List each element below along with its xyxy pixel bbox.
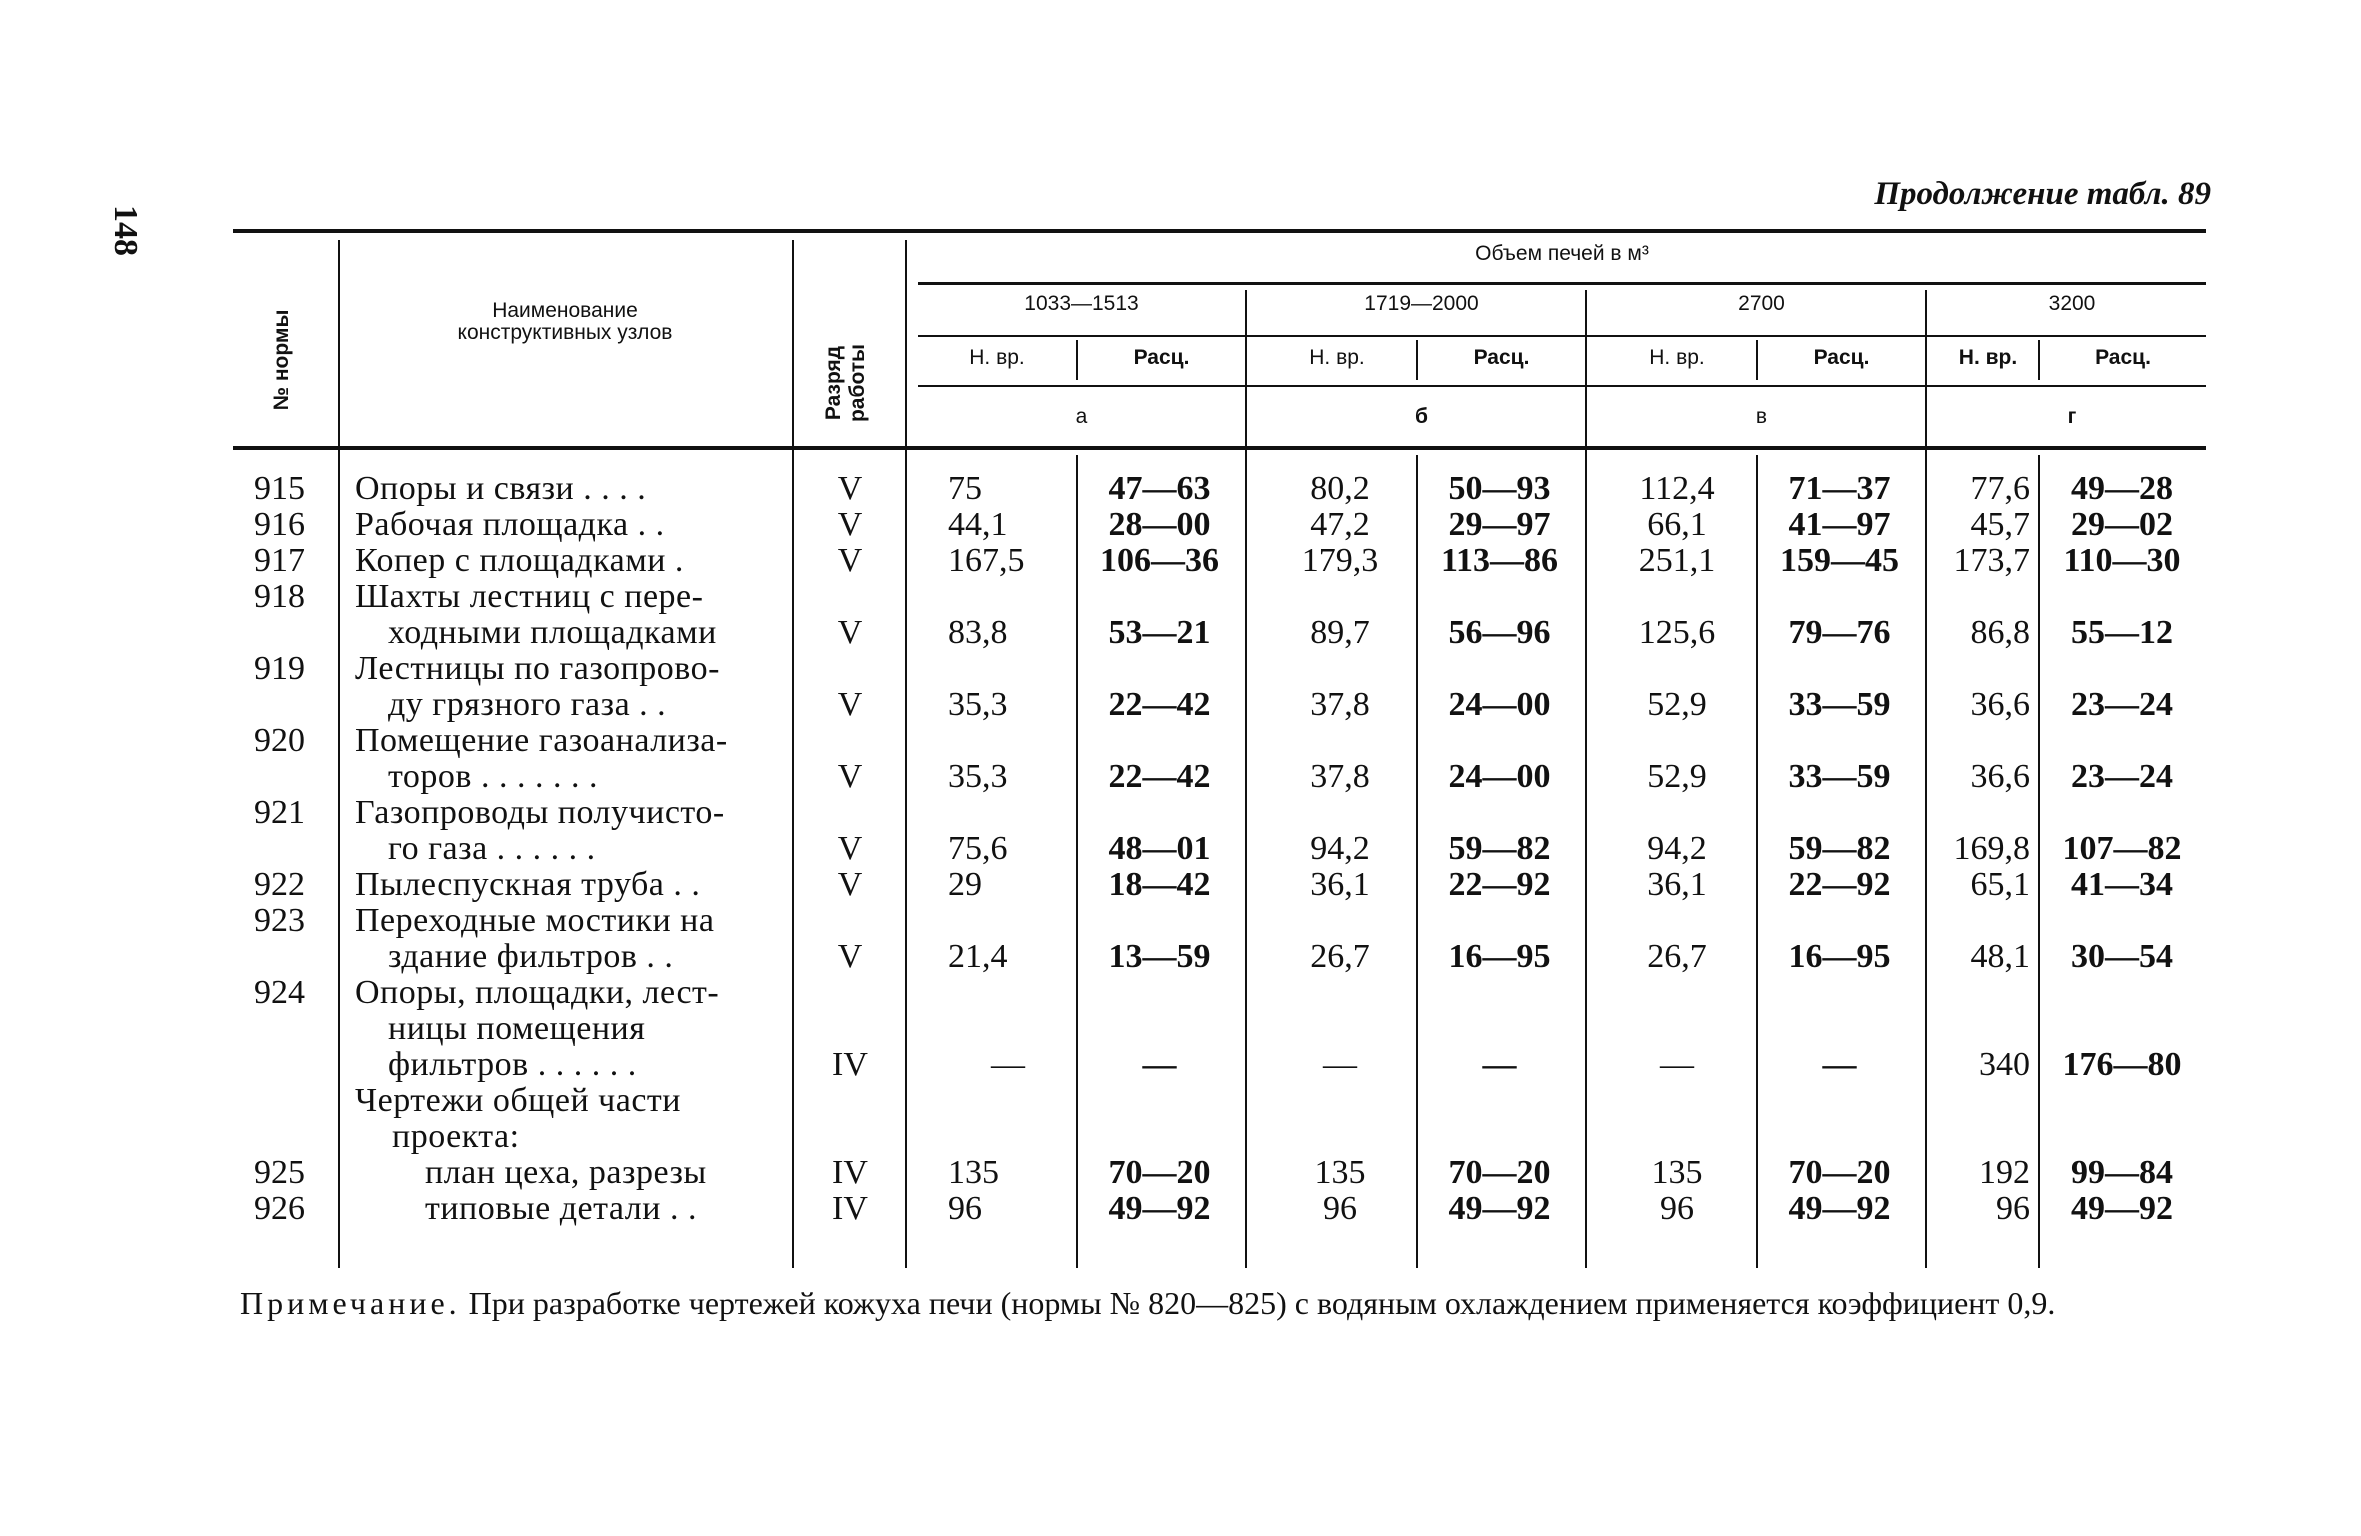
range-c: 2700 (1738, 292, 1785, 315)
time-norm-value: 48,1 (1970, 938, 2030, 975)
col-divider-b (1585, 290, 1587, 1268)
volume-header: Объем печей в м³ (1475, 242, 1649, 265)
work-grade: V (837, 614, 863, 651)
time-norm-value: 96 (948, 1190, 982, 1227)
range-rule (918, 335, 2206, 337)
work-grade: V (837, 938, 863, 975)
node-name-line: Переходные мостики на (355, 902, 715, 939)
time-norm-value: 135 (948, 1154, 999, 1191)
time-norm-value: 44,1 (948, 506, 1008, 543)
rate-value: 23—24 (2071, 758, 2173, 795)
rate-value: 22—92 (1448, 866, 1551, 903)
subheader-time-c: Н. вр. (1649, 346, 1705, 369)
col-divider-c (1925, 290, 1927, 1268)
norm-number: 925 (254, 1154, 305, 1191)
time-norm-value: 77,6 (1970, 470, 2030, 507)
node-name-line: Копер с площадками . (355, 542, 684, 579)
subcol-divider-a-body (1076, 455, 1078, 1268)
letter-a: а (1075, 405, 1088, 428)
time-norm-value: 169,8 (1953, 830, 2030, 867)
rate-value: 110—30 (2063, 542, 2181, 579)
time-norm-value: 65,1 (1970, 866, 2030, 903)
time-norm-value: 135 (1314, 1154, 1366, 1191)
time-norm-value: 89,7 (1310, 614, 1370, 651)
node-name-line: проекта: (392, 1118, 520, 1155)
node-name-line: план цеха, разрезы (425, 1154, 707, 1191)
node-name-line: Помещение газоанализа- (355, 722, 728, 759)
time-norm-value: 35,3 (948, 758, 1008, 795)
note-text: При разработке чертежей кожуха печи (нормы № 820—825) с водяным охлаждением применяется коэффициент 0,9. (468, 1285, 2056, 1321)
time-norm-value: 36,1 (1647, 866, 1707, 903)
node-name-line: типовые детали . . (425, 1190, 697, 1227)
rate-value: 176—80 (2062, 1046, 2182, 1083)
table-note (240, 1282, 2200, 1324)
norm-number: 921 (254, 794, 305, 831)
rate-value: 16—95 (1788, 938, 1891, 975)
time-norm-value: 192 (1979, 1154, 2030, 1191)
rate-value: 53—21 (1108, 614, 1211, 651)
work-grade: IV (832, 1046, 868, 1083)
time-norm-value: 135 (1651, 1154, 1703, 1191)
rate-value: 49—92 (1448, 1190, 1551, 1227)
rate-value: 33—59 (1788, 686, 1891, 723)
rate-value: 70—20 (1448, 1154, 1551, 1191)
time-norm-value: 125,6 (1638, 614, 1716, 651)
time-norm-value: 173,7 (1953, 542, 2030, 579)
subheader-rate-a: Расц. (1133, 346, 1190, 369)
rate-value: 22—42 (1108, 686, 1211, 723)
norm-number: 926 (254, 1190, 305, 1227)
rate-value: 49—92 (1108, 1190, 1211, 1227)
work-grade: V (837, 830, 863, 867)
range-d: 3200 (2048, 292, 2096, 315)
time-norm-value: 75,6 (948, 830, 1008, 867)
rate-value: 50—93 (1448, 470, 1551, 507)
rate-value: 29—02 (2071, 506, 2173, 543)
rate-value: 49—28 (2071, 470, 2173, 507)
rate-value: 48—01 (1108, 830, 1211, 867)
rate-value: 16—95 (1448, 938, 1551, 975)
rate-value: 22—92 (1788, 866, 1891, 903)
norm-number: 924 (254, 974, 305, 1011)
node-name-line: ходными площадками (388, 614, 717, 651)
time-norm-value: 251,1 (1638, 542, 1716, 579)
time-norm-value: 112,4 (1639, 470, 1715, 507)
time-norm-value: 29 (948, 866, 982, 903)
node-name-line: Пылеспускная труба . . (355, 866, 701, 903)
norm-number: 923 (254, 902, 305, 939)
time-norm-value: 167,5 (948, 542, 1025, 579)
norm-number: 918 (254, 578, 305, 615)
rate-value: 29—97 (1448, 506, 1551, 543)
node-name-line: торов . . . . . . . (388, 758, 598, 795)
node-name-line: Лестницы по газопрово- (355, 650, 720, 687)
time-norm-value: 21,4 (948, 938, 1008, 975)
node-name-line: Газопроводы получисто- (355, 794, 725, 831)
node-name-line: Рабочая площадка . . (355, 506, 665, 543)
time-norm-value: 36,6 (1970, 686, 2030, 723)
subcol-divider-c-body (1756, 455, 1758, 1268)
rate-value: 49—92 (2071, 1190, 2173, 1227)
col-divider-a (1245, 290, 1247, 1268)
time-norm-value: 45,7 (1970, 506, 2030, 543)
rate-value: 59—82 (1448, 830, 1551, 867)
norm-number: 922 (254, 866, 305, 903)
subheader-time-a: Н. вр. (969, 346, 1025, 369)
letter-d: г (2067, 405, 2077, 428)
work-grade: V (837, 470, 863, 507)
rate-value: 55—12 (2071, 614, 2173, 651)
rate-value: 107—82 (2062, 830, 2182, 867)
time-norm-value: 94,2 (1647, 830, 1707, 867)
rate-value: 71—37 (1788, 470, 1891, 507)
node-name-line: Опоры, площадки, лест- (355, 974, 720, 1011)
rate-value: 30—54 (2071, 938, 2173, 975)
time-norm-value: 96 (1996, 1190, 2030, 1227)
norm-number: 920 (254, 722, 305, 759)
rate-value: 99—84 (2071, 1154, 2173, 1191)
rate-value: 41—97 (1788, 506, 1891, 543)
col-divider-name (792, 240, 794, 1268)
time-norm-value: — (991, 1046, 1025, 1083)
norm-number: 917 (254, 542, 305, 579)
time-norm-value: 47,2 (1310, 506, 1370, 543)
table-caption: Продолжение табл. 89 (1874, 176, 2211, 212)
time-norm-value: 37,8 (1310, 758, 1370, 795)
subheader-rule (918, 385, 2206, 387)
time-norm-value: 86,8 (1970, 614, 2030, 651)
time-norm-value: 96 (1660, 1190, 1694, 1227)
range-b: 1719—2000 (1364, 292, 1479, 315)
subheader-time-d: Н. вр. (1958, 346, 2018, 369)
rate-value: 47—63 (1108, 470, 1211, 507)
rate-value: 33—59 (1788, 758, 1891, 795)
col-divider-grade (905, 240, 907, 1268)
node-name-line: го газа . . . . . . (388, 830, 596, 867)
time-norm-value: 36,1 (1310, 866, 1370, 903)
node-name-line: Шахты лестниц с пере- (355, 578, 704, 615)
rate-value: — (1142, 1046, 1177, 1083)
norm-number: 919 (254, 650, 305, 687)
rate-value: — (1482, 1046, 1517, 1083)
time-norm-value: 96 (1323, 1190, 1357, 1227)
rate-value: — (1822, 1046, 1857, 1083)
subcol-divider-b-body (1416, 455, 1418, 1268)
rate-value: 49—92 (1788, 1190, 1891, 1227)
node-name-line: фильтров . . . . . . (388, 1046, 637, 1083)
work-grade: V (837, 758, 863, 795)
subheader-rate-c: Расц. (1813, 346, 1870, 369)
col-header-norm-number: № нормы (270, 309, 293, 411)
rate-value: 70—20 (1108, 1154, 1211, 1191)
rate-value: 22—42 (1108, 758, 1211, 795)
subcol-divider-d-body (2038, 455, 2040, 1268)
header-bottom-rule (233, 446, 2206, 450)
node-name-line: здание фильтров . . (388, 938, 674, 975)
rate-value: 18—42 (1108, 866, 1211, 903)
time-norm-value: 66,1 (1647, 506, 1707, 543)
subheader-rate-b: Расц. (1473, 346, 1530, 369)
node-name-line: Опоры и связи . . . . (355, 470, 647, 507)
time-norm-value: — (1660, 1046, 1694, 1083)
time-norm-value: 35,3 (948, 686, 1008, 723)
col-divider-no (338, 240, 340, 1268)
col-header-grade: Разряд работы (822, 344, 869, 423)
time-norm-value: 75 (948, 470, 982, 507)
rate-value: 13—59 (1108, 938, 1211, 975)
rate-value: 70—20 (1788, 1154, 1891, 1191)
rate-value: 24—00 (1448, 686, 1551, 723)
table-top-rule (233, 229, 2206, 233)
work-grade: V (837, 542, 863, 579)
rate-value: 41—34 (2071, 866, 2173, 903)
volume-header-rule (918, 282, 2206, 285)
rate-value: 113—86 (1440, 542, 1559, 579)
rate-value: 24—00 (1448, 758, 1551, 795)
rate-value: 59—82 (1788, 830, 1891, 867)
time-norm-value: 83,8 (948, 614, 1008, 651)
rate-value: 79—76 (1788, 614, 1891, 651)
norm-number: 916 (254, 506, 305, 543)
node-name-line: ду грязного газа . . (388, 686, 667, 723)
rate-value: 56—96 (1448, 614, 1551, 651)
rate-value: 159—45 (1780, 542, 1899, 579)
time-norm-value: 94,2 (1310, 830, 1370, 867)
time-norm-value: 37,8 (1310, 686, 1370, 723)
time-norm-value: 52,9 (1647, 758, 1707, 795)
time-norm-value: 26,7 (1310, 938, 1370, 975)
norm-number: 915 (254, 470, 305, 507)
range-a: 1033—1513 (1024, 292, 1139, 315)
time-norm-value: 36,6 (1970, 758, 2030, 795)
node-name-line: ницы помещения (388, 1010, 646, 1047)
time-norm-value: 340 (1979, 1046, 2030, 1083)
rate-value: 23—24 (2071, 686, 2173, 723)
time-norm-value: 26,7 (1647, 938, 1707, 975)
col-header-name: Наименование конструктивных узлов (457, 299, 673, 344)
work-grade: V (837, 686, 863, 723)
node-name-line: Чертежи общей части (355, 1082, 681, 1119)
rate-value: 106—36 (1100, 542, 1219, 579)
work-grade: V (837, 506, 863, 543)
page-number: 148 (107, 205, 144, 256)
subheader-time-b: Н. вр. (1309, 346, 1365, 369)
subheader-rate-d: Расц. (2095, 346, 2151, 369)
time-norm-value: — (1323, 1046, 1357, 1083)
time-norm-value: 179,3 (1301, 542, 1379, 579)
work-grade: IV (832, 1190, 868, 1227)
note-label: Примечание. (240, 1285, 461, 1321)
rate-value: 28—00 (1108, 506, 1211, 543)
letter-c: в (1755, 405, 1768, 428)
work-grade: IV (832, 1154, 868, 1191)
time-norm-value: 52,9 (1647, 686, 1707, 723)
letter-b: б (1415, 405, 1428, 428)
time-norm-value: 80,2 (1310, 470, 1370, 507)
work-grade: V (837, 866, 863, 903)
